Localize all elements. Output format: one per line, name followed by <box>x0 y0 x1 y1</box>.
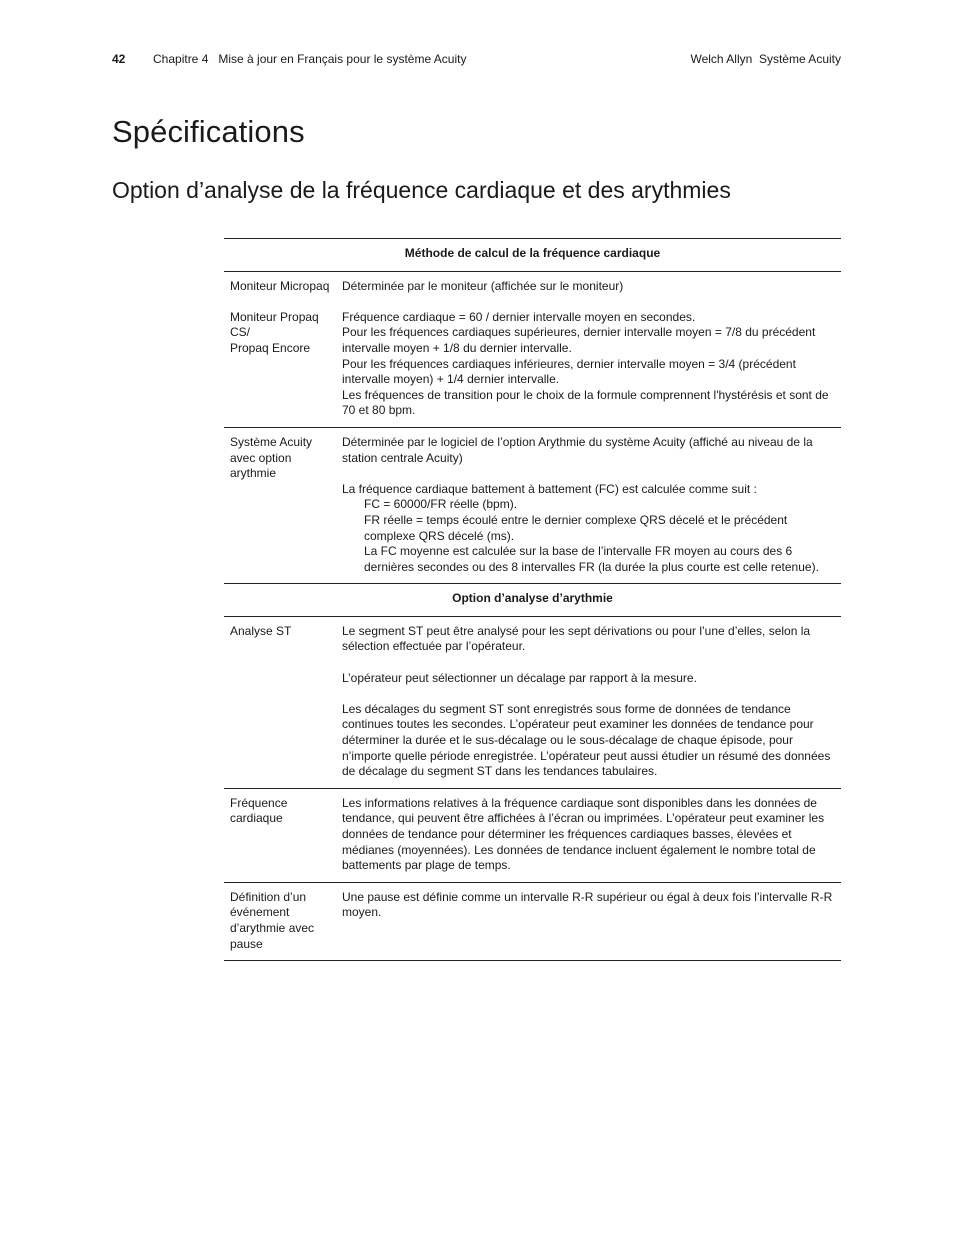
section-title: Option d’analyse de la fréquence cardiaque et des arythmies <box>112 177 731 203</box>
value-paragraph: Déterminée par le logiciel de l’option Arythmie du système Acuity (affiché au niveau de la station centrale Acuity) <box>342 434 813 465</box>
row-label <box>224 279 331 419</box>
label-line: avec option <box>230 450 292 465</box>
value-paragraph: Le segment ST peut être analysé pour les sept dérivations ou pour l’une d’elles, selon la sélection effectuée par l’opérateur. <box>342 623 811 654</box>
label-line: CS/ <box>230 325 251 340</box>
table-row <box>224 272 841 428</box>
value-paragraph: Les décalages du segment ST sont enregistrés sous forme de données de tendance continues toutes les secondes. L’opérateur peut examiner les données de tendance pour déterminer la durée et le sus-décalage ou le sous-décalage de chaque épisode, pour n’importe quelle période enregistrée. L’opérateur peut aussi étudier un résumé des données de décalage du segment ST dans les tendances tabulaires. <box>342 701 831 779</box>
label-line: Fréquence <box>230 795 288 810</box>
page-title: Spécifications <box>112 114 305 149</box>
label-line: Analyse ST <box>230 623 292 638</box>
product-name: Welch Allyn Système Acuity <box>690 52 841 66</box>
label-line: Propaq Encore <box>230 340 311 355</box>
value-indented-line: FR réelle = temps écoulé entre le dernier complexe QRS décelé et le précédent complexe QRS décelé (ms). <box>364 512 788 543</box>
row-value <box>331 435 841 575</box>
value-paragraph: Les fréquences de transition pour le choix de la formule comprennent l'hystérésis et sont de 70 et 80 bpm. <box>342 387 829 418</box>
value-indented-line: La FC moyenne est calculée sur la base de l’intervalle FR moyen au cours des 6 dernières secondes ou des 8 intervalles FR (la durée la plus courte est celle retenue). <box>364 544 819 574</box>
table-row <box>224 428 841 584</box>
row-label <box>224 435 331 575</box>
label-line: Définition d’un <box>230 889 307 904</box>
row-label <box>224 890 331 952</box>
table-row <box>224 883 841 961</box>
row-label <box>224 624 331 780</box>
page-number: 42 <box>112 52 126 66</box>
table-section-header: Option d’analyse d’arythmie <box>224 584 841 617</box>
label-line: arythmie <box>230 466 277 481</box>
row-value <box>331 796 841 874</box>
label-line: cardiaque <box>230 811 283 826</box>
row-value <box>331 890 841 952</box>
label-line: Système Acuity <box>230 434 313 449</box>
value-paragraph: Déterminée par le moniteur (affichée sur le moniteur) <box>342 278 624 293</box>
table-row <box>224 617 841 789</box>
page-header <box>0 52 954 70</box>
table-row <box>224 789 841 883</box>
row-value <box>331 279 841 419</box>
value-paragraph: Les informations relatives à la fréquence cardiaque sont disponibles dans les données de tendance, qui peuvent être affichées à l’écran ou imprimées. L’opérateur peut examiner les données de tendance pour déterminer les fréquences cardiaques basses, élevées et médianes (moyennées). Les données de tendance incluent également le nombre total de battements par plage de temps. <box>342 795 825 873</box>
row-value <box>331 624 841 780</box>
row-label <box>224 796 331 874</box>
table-section-header: Méthode de calcul de la fréquence cardiaque <box>224 238 841 272</box>
label-line: pause <box>230 936 263 951</box>
label-line: Moniteur Micropaq <box>230 278 330 293</box>
value-paragraph: L’opérateur peut sélectionner un décalage par rapport à la mesure. <box>342 670 697 685</box>
value-indented-line: FC = 60000/FR réelle (bpm). <box>364 497 518 512</box>
value-paragraph: La fréquence cardiaque battement à battement (FC) est calculée comme suit : <box>342 481 757 496</box>
chapter-title: Chapitre 4 Mise à jour en Français pour le système Acuity <box>153 52 467 66</box>
label-line: Moniteur Propaq <box>230 309 319 324</box>
value-paragraph: Pour les fréquences cardiaques inférieures, dernier intervalle moyen = 3/4 (précédent intervalle moyen) + 1/4 dernier intervalle. <box>342 356 796 387</box>
label-line: d’arythmie avec <box>230 920 315 935</box>
label-line: événement <box>230 905 290 920</box>
value-paragraph: Une pause est définie comme un intervalle R-R supérieur ou égal à deux fois l’intervalle R-R moyen. <box>342 889 833 920</box>
specifications-table <box>224 238 841 961</box>
value-paragraph: Fréquence cardiaque = 60 / dernier intervalle moyen en secondes. <box>342 309 696 324</box>
value-paragraph: Pour les fréquences cardiaques supérieures, dernier intervalle moyen = 7/8 du précédent intervalle moyen + 1/8 du dernier intervalle. <box>342 325 816 355</box>
